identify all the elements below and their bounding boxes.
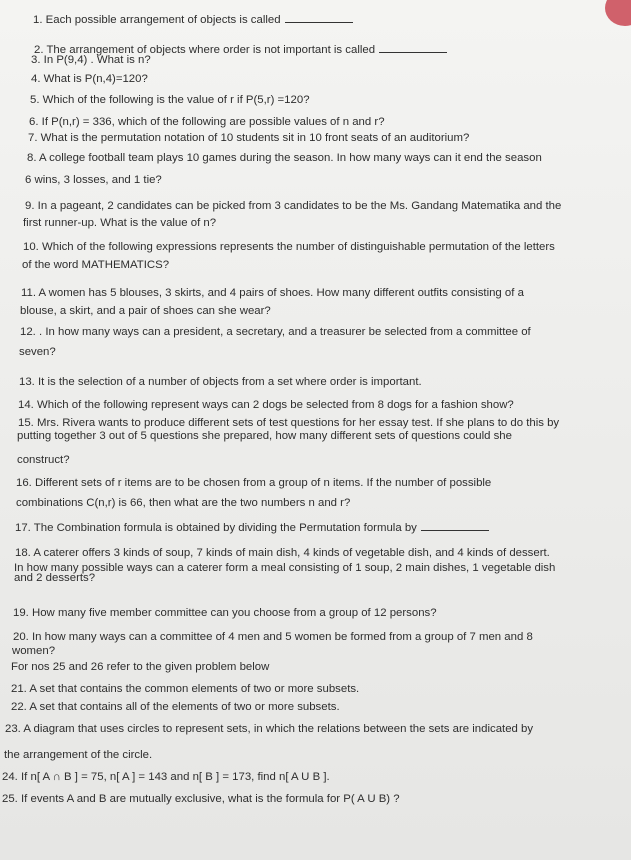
- question-line: 7. What is the permutation notation of 10 students sit in 10 front seats of an auditorium?: [28, 132, 470, 144]
- question-continuation-line: construct?: [17, 454, 70, 466]
- answer-blank[interactable]: [421, 520, 489, 531]
- question-line: 3. In P(9,4) . What is n?: [31, 54, 151, 66]
- question-line: 1. Each possible arrangement of objects is called: [33, 12, 353, 27]
- question-line: 24. If n[ A ∩ B ] = 75, n[ A ] = 143 and n[ B ] = 173, find n[ A U B ].: [2, 771, 330, 783]
- question-continuation-line: women?: [12, 645, 56, 657]
- question-line: 21. A set that contains the common elements of two or more subsets.: [11, 683, 360, 695]
- question-continuation-line: combinations C(n,r) is 66, then what are the two numbers n and r?: [16, 497, 351, 509]
- answer-blank[interactable]: [285, 12, 353, 23]
- question-line: 18. A caterer offers 3 kinds of soup, 7 kinds of main dish, 4 kinds of vegetable dish, and 4 kinds of dessert.: [15, 547, 550, 559]
- question-line: For nos 25 and 26 refer to the given problem below: [11, 661, 270, 673]
- question-continuation-line: first runner-up. What is the value of n?: [23, 217, 217, 229]
- question-continuation-line: In how many possible ways can a caterer form a meal consisting of 1 soup, 2 main dishes, 1 vegetable dish: [14, 562, 556, 574]
- answer-blank[interactable]: [379, 42, 447, 53]
- question-continuation-line: 6 wins, 3 losses, and 1 tie?: [25, 174, 162, 186]
- question-line: 5. Which of the following is the value of r if P(5,r) =120?: [30, 94, 310, 106]
- question-continuation-line: the arrangement of the circle.: [4, 749, 153, 761]
- question-line: 13. It is the selection of a number of objects from a set where order is important.: [19, 376, 422, 388]
- question-continuation-line: putting together 3 out of 5 questions she prepared, how many different sets of questions could she: [17, 430, 512, 442]
- question-line: 23. A diagram that uses circles to represent sets, in which the relations between the sets are indicated by: [5, 723, 534, 735]
- question-continuation-line: of the word MATHEMATICS?: [22, 259, 170, 271]
- question-line: 15. Mrs. Rivera wants to produce different sets of test questions for her essay test. If she plans to do this by: [18, 417, 560, 429]
- question-continuation-line: blouse, a skirt, and a pair of shoes can she wear?: [20, 305, 271, 317]
- question-continuation-line: and 2 desserts?: [14, 572, 96, 584]
- question-line: 16. Different sets of r items are to be chosen from a group of n items. If the number of possible: [16, 477, 492, 489]
- question-continuation-line: seven?: [19, 346, 56, 358]
- question-line: 11. A women has 5 blouses, 3 skirts, and 4 pairs of shoes. How many different outfits consisting of a: [21, 287, 524, 299]
- question-line: 8. A college football team plays 10 games during the season. In how many ways can it end the season: [27, 152, 542, 164]
- question-line: 19. How many five member committee can you choose from a group of 12 persons?: [13, 607, 437, 619]
- question-line: 25. If events A and B are mutually exclusive, what is the formula for P( A U B) ?: [2, 793, 400, 805]
- question-line: 22. A set that contains all of the elements of two or more subsets.: [11, 701, 340, 713]
- question-line: 14. Which of the following represent ways can 2 dogs be selected from 8 dogs for a fashion show?: [18, 399, 514, 411]
- red-object-corner: [605, 0, 631, 26]
- question-line: 17. The Combination formula is obtained by dividing the Permutation formula by: [15, 520, 489, 535]
- question-line: 2. The arrangement of objects where order is not important is called: [34, 42, 447, 57]
- question-line: 4. What is P(n,4)=120?: [31, 73, 148, 85]
- question-line: 10. Which of the following expressions represents the number of distinguishable permutation of the letters: [23, 241, 555, 253]
- question-line: 20. In how many ways can a committee of 4 men and 5 women be formed from a group of 7 men and 8: [13, 631, 533, 643]
- question-line: 6. If P(n,r) = 336, which of the following are possible values of n and r?: [29, 116, 385, 128]
- question-line: 9. In a pageant, 2 candidates can be picked from 3 candidates to be the Ms. Gandang Matematika and the: [25, 200, 562, 212]
- question-line: 12. . In how many ways can a president, a secretary, and a treasurer be selected from a committee of: [20, 326, 531, 338]
